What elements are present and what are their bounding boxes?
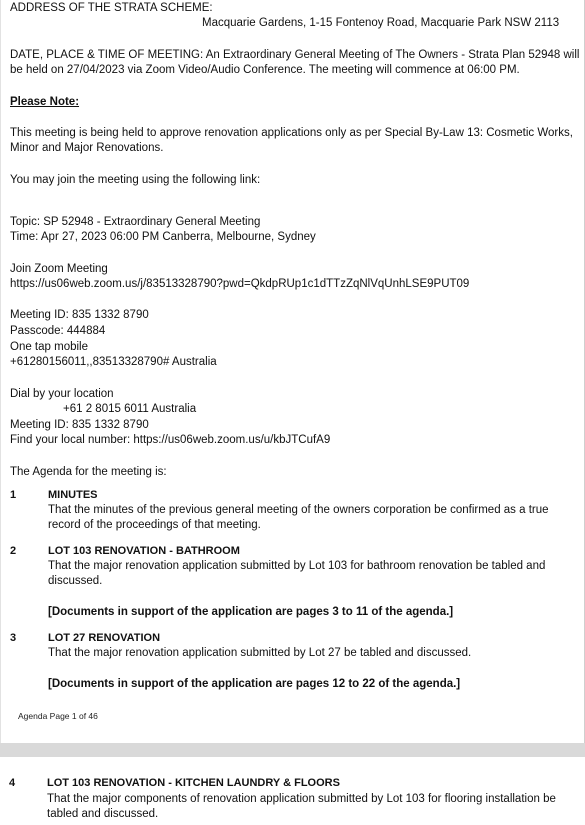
agenda-item-title: LOT 103 RENOVATION - BATHROOM	[48, 545, 240, 557]
agenda-item-number: 4	[9, 777, 16, 789]
zoom-topic: Topic: SP 52948 - Extraordinary General Meeting	[10, 216, 261, 228]
zoom-time: Time: Apr 27, 2023 06:00 PM Canberra, Melbourne, Sydney	[10, 231, 316, 243]
agenda-item-number: 1	[10, 489, 17, 501]
zoom-one-tap: One tap mobile	[10, 341, 88, 353]
agenda-item-body: That the major renovation application submitted by Lot 103 for bathroom renovation be tabled and discussed.	[48, 560, 546, 587]
address-label: ADDRESS OF THE STRATA SCHEME:	[10, 2, 213, 14]
agenda-item-title: LOT 27 RENOVATION	[48, 632, 161, 644]
agenda-item-body: That the major components of renovation application submitted by Lot 103 for flooring installation be tabled and discussed.	[47, 793, 556, 820]
agenda-item-number: 2	[10, 545, 17, 557]
note-line-2: Minor and Major Renovations.	[10, 142, 164, 154]
page-footer: Agenda Page 1 of 46	[18, 711, 98, 721]
meeting-info-line-2: be held on 27/04/2023 via Zoom Video/Audio Conference. The meeting will commence at 06:00 PM.	[10, 64, 520, 76]
address-value: Macquarie Gardens, 1-15 Fontenoy Road, Macquarie Park NSW 2113	[202, 17, 560, 29]
agenda-item-docs: [Documents in support of the application are pages 3 to 11 of the agenda.]	[48, 606, 454, 618]
zoom-passcode: Passcode: 444884	[10, 325, 106, 337]
zoom-meeting-id-2: Meeting ID: 835 1332 8790	[10, 419, 149, 431]
agenda-item-title: LOT 103 RENOVATION - KITCHEN LAUNDRY & FLOORS	[47, 777, 340, 789]
agenda-intro: The Agenda for the meeting is:	[10, 466, 167, 478]
zoom-dial-number: +61 2 8015 6011 Australia	[63, 403, 197, 415]
zoom-join-url[interactable]: https://us06web.zoom.us/j/83513328790?pwd=QkdpRUp1c1dTTzZqNlVqUnhLSE9PUT09	[10, 278, 470, 290]
note-line-1: This meeting is being held to approve renovation applications only as per Special By-Law 13: Cosmetic Works,	[10, 127, 573, 139]
please-note-heading: Please Note:	[10, 96, 80, 108]
page-separator	[0, 743, 585, 757]
document-page-2	[0, 757, 585, 825]
agenda-item-body: That the major renovation application submitted by Lot 27 be tabled and discussed.	[48, 647, 472, 659]
meeting-info-line-1: DATE, PLACE & TIME OF MEETING: An Extraordinary General Meeting of The Owners - Strata Plan 52948 will	[10, 49, 580, 61]
zoom-local-number[interactable]: Find your local number: https://us06web.zoom.us/u/kbJTCufA9	[10, 434, 331, 446]
agenda-item-body: That the minutes of the previous general meeting of the owners corporation be confirmed as a true record of the proceedings of that meeting.	[48, 504, 549, 531]
join-text: You may join the meeting using the following link:	[10, 174, 261, 186]
zoom-join-label: Join Zoom Meeting	[10, 263, 108, 275]
agenda-item-number: 3	[10, 632, 17, 644]
zoom-dial-label: Dial by your location	[10, 388, 114, 400]
zoom-one-tap-number: +61280156011,,83513328790# Australia	[10, 356, 217, 368]
agenda-item-title: MINUTES	[48, 489, 98, 501]
zoom-meeting-id: Meeting ID: 835 1332 8790	[10, 309, 149, 321]
agenda-item-docs: [Documents in support of the application are pages 12 to 22 of the agenda.]	[48, 678, 461, 690]
